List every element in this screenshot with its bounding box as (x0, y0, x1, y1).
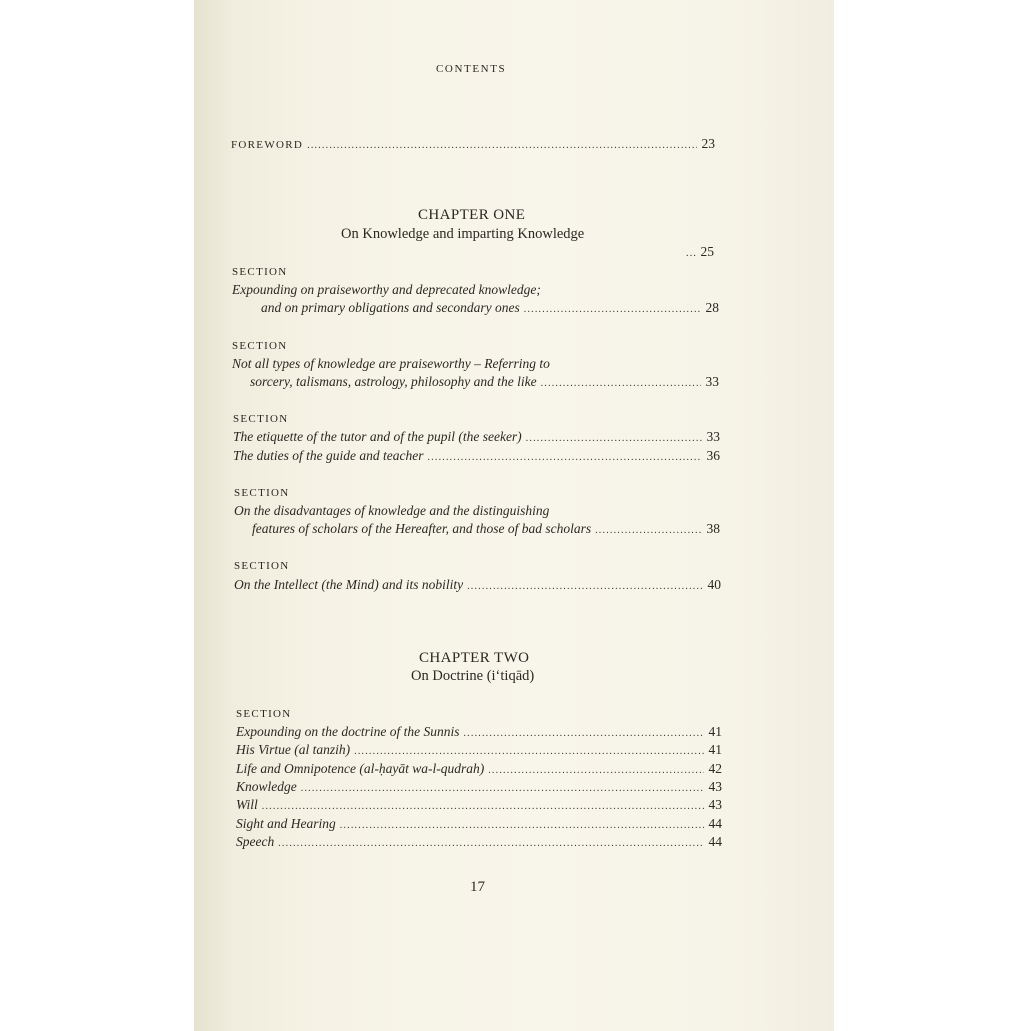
toc-page-number: 41 (708, 724, 722, 739)
section-label: SECTION (232, 266, 288, 278)
dot-leader (467, 581, 703, 592)
section-label: SECTION (236, 708, 292, 720)
toc-page-number: 23 (701, 136, 715, 151)
toc-page-number: 28 (705, 300, 719, 315)
toc-entry-text: Knowledge (236, 779, 297, 794)
toc-page-number: 44 (708, 834, 722, 849)
chapter-heading: CHAPTER ONE (418, 207, 526, 223)
dot-leader (488, 765, 704, 776)
section-label: SECTION (233, 413, 289, 425)
section-label: SECTION (234, 560, 290, 572)
toc-entry-text: features of scholars of the Hereafter, and those of bad scholars (252, 521, 592, 536)
toc-entry-text: sorcery, talismans, astrology, philosophy and the like (250, 374, 537, 389)
toc-entry (252, 521, 720, 537)
dot-leader (340, 820, 704, 831)
dot-leader (427, 452, 702, 463)
chapter-page-ref (686, 244, 714, 260)
toc-entry (236, 816, 722, 832)
dot-leader (354, 746, 704, 757)
dot-leader (278, 838, 704, 849)
dot-leader (262, 801, 704, 812)
toc-entry-foreword (231, 136, 715, 152)
dot-leader (526, 433, 702, 444)
toc-entry-text: On the Intellect (the Mind) and its nobility (234, 577, 464, 592)
toc-entry-text: Sight and Hearing (236, 816, 336, 831)
toc-page-number: 41 (708, 742, 722, 757)
section-label: SECTION (234, 487, 290, 499)
dot-leader (307, 140, 697, 151)
toc-entry (250, 374, 719, 390)
toc-entry (236, 761, 722, 777)
dot-leader (524, 304, 701, 315)
dot-leader (301, 783, 704, 794)
toc-entry (236, 834, 722, 850)
toc-page-number: 43 (708, 797, 722, 812)
toc-entry (236, 797, 722, 813)
toc-page-number: 44 (708, 816, 722, 831)
toc-entry (234, 577, 721, 593)
toc-entry (233, 429, 720, 445)
chapter-subtitle: On Knowledge and imparting Knowledge (341, 226, 585, 242)
toc-entry-text: Speech (236, 834, 275, 849)
toc-page-number: 36 (706, 448, 720, 463)
toc-entry-text: Expounding on the doctrine of the Sunnis (236, 724, 460, 739)
toc-entry (261, 300, 719, 316)
dot-leader (595, 525, 702, 536)
toc-entry-text: Life and Omnipotence (al-ḥayāt wa-l-qudrah) (236, 761, 485, 776)
toc-entry-text: His Virtue (al tanzih) (236, 742, 351, 757)
toc-entry-text: On the disadvantages of knowledge and the distinguishing (234, 503, 550, 518)
chapter-heading: CHAPTER TWO (419, 650, 530, 666)
toc-entry (236, 742, 722, 758)
toc-page-number: 33 (706, 429, 720, 444)
toc-entry (236, 779, 722, 795)
toc-entry-text: The etiquette of the tutor and of the pupil (the seeker) (233, 429, 522, 444)
toc-entry-text: Expounding on praiseworthy and deprecated knowledge; (232, 282, 541, 297)
toc-page-number: 25 (700, 244, 714, 259)
toc-entry-text: The duties of the guide and teacher (233, 448, 424, 463)
section-label: SECTION (232, 340, 288, 352)
dot-leader: ... (686, 248, 698, 259)
toc-page-number: 43 (708, 779, 722, 794)
toc-entry-label: FOREWORD (231, 139, 304, 151)
toc-page-number: 33 (705, 374, 719, 389)
page-title: CONTENTS (436, 63, 507, 75)
toc-entry-text: Not all types of knowledge are praiseworthy – Referring to (232, 356, 550, 371)
toc-entry (236, 724, 722, 740)
chapter-subtitle: On Doctrine (i‘tiqād) (411, 668, 535, 684)
toc-page-number: 42 (708, 761, 722, 776)
toc-entry-text: Will (236, 797, 258, 812)
toc-page-number: 38 (706, 521, 720, 536)
toc-entry-text: and on primary obligations and secondary ones (261, 300, 520, 315)
dot-leader (463, 728, 704, 739)
toc-page-number: 40 (707, 577, 721, 592)
toc-entry (233, 448, 720, 464)
page-number: 17 (470, 879, 485, 895)
dot-leader (541, 378, 701, 389)
